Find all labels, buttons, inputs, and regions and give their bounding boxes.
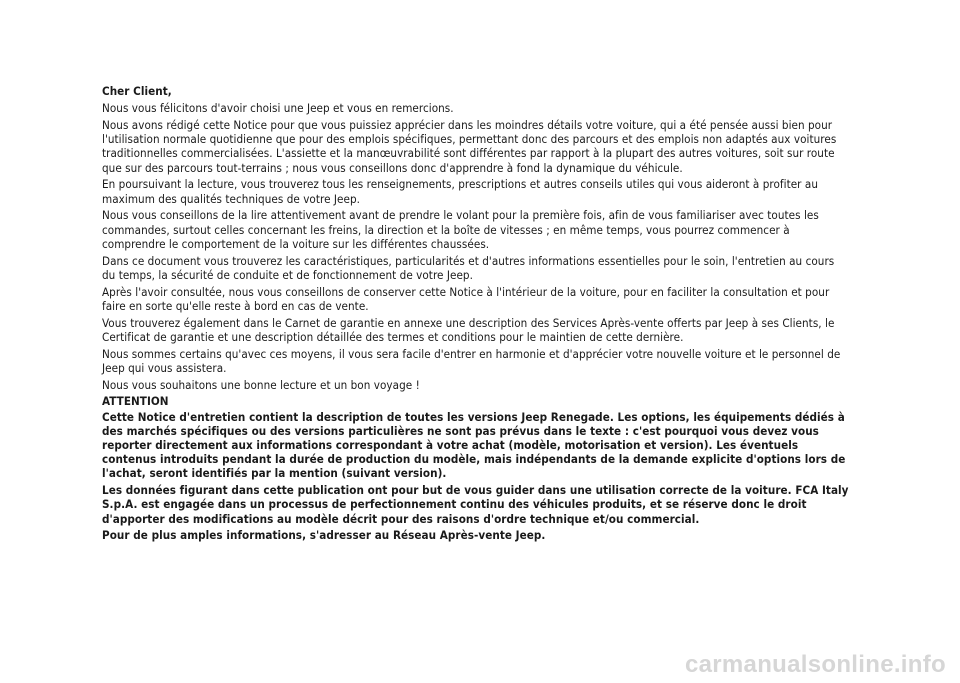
letter-paragraph-9: Nous vous souhaitons une bonne lecture et un bon voyage ! bbox=[102, 377, 420, 392]
attention-paragraph-3: Pour de plus amples informations, s'adresser au Réseau Après-vente Jeep. bbox=[102, 528, 546, 543]
letter-paragraph-6: Après l'avoir consultée, nous vous conseillons de conserver cette Notice à l'intérieur de la voiture, pour en faciliter la consultation et pour faire en sorte qu'elle reste à bord en cas de vente. bbox=[102, 284, 830, 313]
letter-paragraph-1: Nous vous félicitons d'avoir choisi une Jeep et vous en remercions. bbox=[102, 101, 454, 116]
attention-heading: ATTENTION bbox=[102, 394, 169, 409]
letter-paragraph-3: En poursuivant la lecture, vous trouverez tous les renseignements, prescriptions et autres conseils utiles qui vous aideront à profiter au maximum des qualités techniques de votre Jeep. bbox=[102, 177, 818, 206]
letter-paragraph-8: Nous sommes certains qu'avec ces moyens, il vous sera facile d'entrer en harmonie et d'apprécier votre nouvelle voiture et le personnel de Jeep qui vous assistera. bbox=[102, 346, 841, 375]
letter-paragraph-4: Nous vous conseillons de la lire attentivement avant de prendre le volant pour la première fois, afin de vous familiariser avec toutes les commandes, surtout celles concernant les freins, la direction et la boîte de vitesses ; en même temps, vous pourrez commencer à comprendre le comportement de la voiture sur les différentes chaussées. bbox=[102, 208, 819, 251]
letter-paragraph-2: Nous avons rédigé cette Notice pour que vous puissiez apprécier dans les moindres détails votre voiture, qui a été pensée aussi bien pour l'utilisation normale quotidienne que pour des emplois spécifiques, permettant donc des parcours et des emplois non adaptés aux voitures traditionnelles commercialisées. L'assiette et la manœuvrabilité sont différentes par rapport à la plupart des autres voitures, soit sur route que sur des parcours tout-terrains ; nous vous conseillons donc d'apprendre à fond la dynamique du véhicule. bbox=[102, 118, 837, 175]
attention-paragraph-1: Cette Notice d'entretien contient la description de toutes les versions Jeep Renegade. Les options, les équipements dédiés à des marchés spécifiques ou des versions particulières ne sont pas prévus dans le texte : c'est pourquoi vous devez vous reporter directement aux informations correspondant à votre achat (modèle, motorisation et version). Les éventuels contenus introduits pendant la durée de production du modèle, mais indépendants de la demande explicite d'options lors de l'achat, seront identifiés par la mention (suivant version). bbox=[102, 409, 846, 481]
salutation: Cher Client, bbox=[102, 84, 172, 98]
letter-paragraph-7: Vous trouverez également dans le Carnet de garantie en annexe une description des Services Après-vente offerts par Jeep à ses Clients, le Certificat de garantie et une description détaillée des termes et conditions pour le maintien de cette dernière. bbox=[102, 315, 835, 344]
watermark-text: carmanualsonline.info bbox=[684, 651, 946, 678]
attention-paragraph-2: Les données figurant dans cette publication ont pour but de vous guider dans une utilisation correcte de la voiture. FCA Italy S.p.A. est engagée dans un processus de perfectionnement continu des véhicules produits, et se réserve donc le droit d'apporter des modifications au modèle décrit pour des raisons d'ordre technique et/ou commercial. bbox=[102, 483, 849, 526]
letter-paragraph-5: Dans ce document vous trouverez les caractéristiques, particularités et d'autres informations essentielles pour le soin, l'entretien au cours du temps, la sécurité de conduite et de fonctionnement de votre Jeep. bbox=[102, 253, 835, 282]
document-page bbox=[102, 84, 850, 545]
